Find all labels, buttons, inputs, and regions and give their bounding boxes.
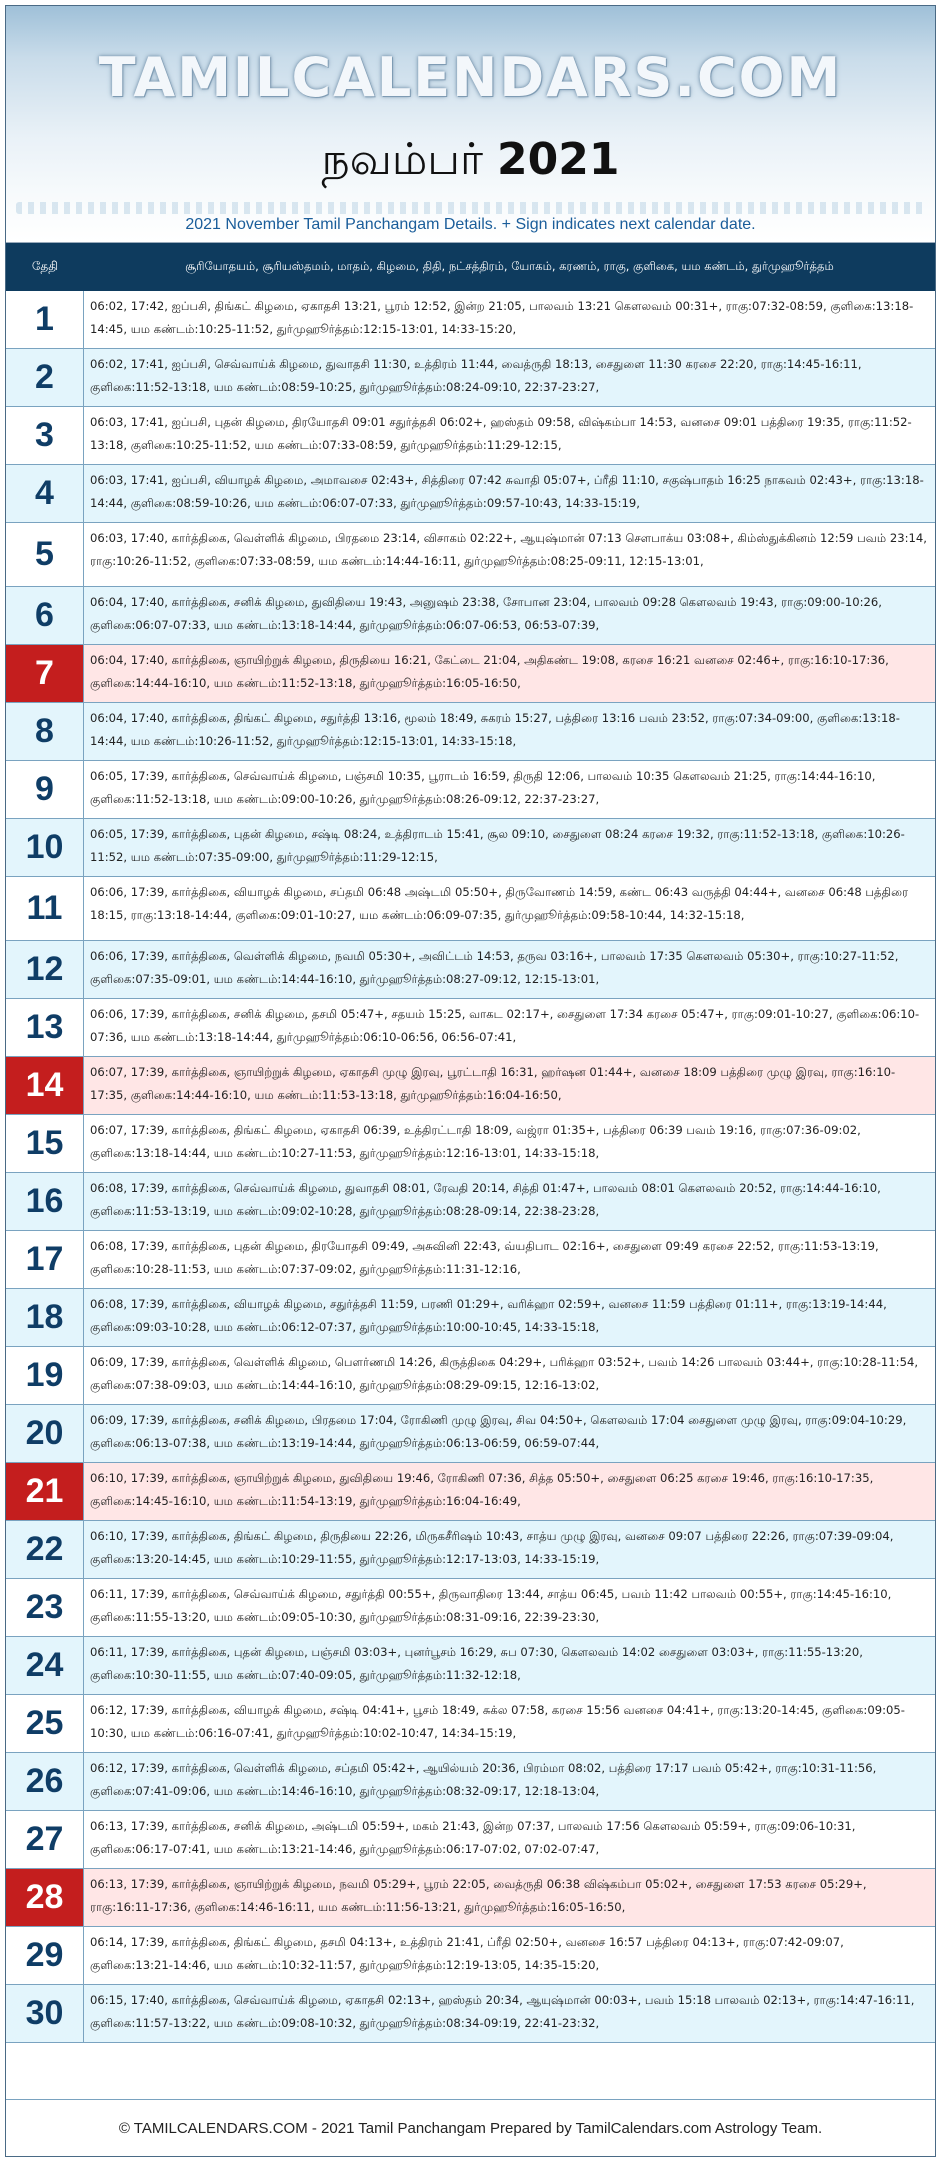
month-year-title [6, 134, 935, 191]
day-row [6, 1173, 935, 1231]
decorative-pattern [16, 202, 925, 214]
day-number: 8 [6, 703, 84, 760]
day-row [6, 819, 935, 877]
day-number: 28 [6, 1869, 84, 1926]
panchangam-details: 06:04, 17:40, கார்த்திகை, திங்கட் கிழமை, சதுர்த்தி 13:16, மூலம் 18:49, சுகரம் 15:27, பத்திரை 13:16 பவம் 23:52, ராகு:07:34-09:00, குளிகை:13:18-14:44, யம கண்டம்:10:26-11:52, துர்முஹூர்த்தம்:12:15-13:01, 14:33-15:18, [84, 703, 935, 760]
day-number: 18 [6, 1289, 84, 1346]
day-number: 19 [6, 1347, 84, 1404]
footer-copyright: © TAMILCALENDARS.COM - 2021 Tamil Panchangam Prepared by TamilCalendars.com Astrology Team. [6, 2099, 935, 2156]
day-row [6, 291, 935, 349]
day-row [6, 1521, 935, 1579]
year-label: 2021 [497, 134, 620, 185]
panchangam-details: 06:09, 17:39, கார்த்திகை, சனிக் கிழமை, பிரதமை 17:04, ரோகிணி முழு இரவு, சிவ 04:50+, கௌலவம் 17:04 சைதுளை முழு இரவு, ராகு:09:04-10:29, குளிகை:06:13-07:38, யம கண்டம்:13:19-14:44, துர்முஹூர்த்தம்:06:13-06:59, 06:59-07:44, [84, 1405, 935, 1462]
panchangam-details: 06:05, 17:39, கார்த்திகை, புதன் கிழமை, சஷ்டி 08:24, உத்திராடம் 15:41, சூல 09:10, சைதுளை 08:24 கரசை 19:32, ராகு:11:52-13:18, குளிகை:10:26-11:52, யம கண்டம்:07:35-09:00, துர்முஹூர்த்தம்:11:29-12:15, [84, 819, 935, 876]
header-banner [6, 6, 935, 243]
day-number: 16 [6, 1173, 84, 1230]
month-name: நவம்பர் [321, 134, 483, 185]
day-row [6, 1579, 935, 1637]
day-number: 26 [6, 1753, 84, 1810]
day-number: 1 [6, 291, 84, 348]
site-logo-title[interactable]: TAMILCALENDARS.COM [98, 46, 843, 109]
day-row [6, 1057, 935, 1115]
day-row [6, 1927, 935, 1985]
day-number: 10 [6, 819, 84, 876]
day-row [6, 1463, 935, 1521]
day-number: 11 [6, 877, 84, 940]
day-row [6, 349, 935, 407]
panchangam-details: 06:03, 17:40, கார்த்திகை, வெள்ளிக் கிழமை, பிரதமை 23:14, விசாகம் 02:22+, ஆயுஷ்மான் 07:13 சௌபாக்ய 03:08+, கிம்ஸ்துக்கினம் 12:59 பவம் 23:14, ராகு:10:26-11:52, குளிகை:07:33-08:59, யம கண்டம்:14:44-16:11, துர்முஹூர்த்தம்:08:25-09:11, 12:15-13:01, [84, 523, 935, 586]
day-number: 29 [6, 1927, 84, 1984]
day-row [6, 523, 935, 587]
day-row [6, 703, 935, 761]
header-date: தேதி [31, 259, 59, 273]
day-number: 2 [6, 349, 84, 406]
panchangam-details: 06:06, 17:39, கார்த்திகை, வியாழக் கிழமை, சப்தமி 06:48 அஷ்டமி 05:50+, திருவோணம் 14:59, கண்ட 06:43 வருத்தி 04:44+, வனசை 06:48 பத்திரை 18:15, ராகு:13:18-14:44, குளிகை:09:01-10:27, யம கண்டம்:06:09-07:35, துர்முஹூர்த்தம்:09:58-10:44, 14:32-15:18, [84, 877, 935, 940]
day-number: 14 [6, 1057, 84, 1114]
day-row [6, 1115, 935, 1173]
panchangam-details: 06:04, 17:40, கார்த்திகை, ஞாயிற்றுக் கிழமை, திருதியை 16:21, கேட்டை 21:04, அதிகண்ட 19:08, கரசை 16:21 வனசை 02:46+, ராகு:16:10-17:36, குளிகை:14:44-16:10, யம கண்டம்:11:52-13:18, துர்முஹூர்த்தம்:16:05-16:50, [84, 645, 935, 702]
day-number: 12 [6, 941, 84, 998]
day-row [6, 999, 935, 1057]
panchangam-details: 06:03, 17:41, ஐப்பசி, வியாழக் கிழமை, அமாவசை 02:43+, சித்திரை 07:42 சுவாதி 05:07+, ப்ரீதி 11:10, சகுஷ்பாதம் 16:25 நாகவம் 02:43+, ராகு:13:18-14:44, குளிகை:08:59-10:26, யம கண்டம்:06:07-07:33, துர்முஹூர்த்தம்:09:57-10:43, 14:33-15:19, [84, 465, 935, 522]
day-row [6, 1811, 935, 1869]
day-row [6, 941, 935, 999]
day-number: 15 [6, 1115, 84, 1172]
panchangam-details: 06:12, 17:39, கார்த்திகை, வியாழக் கிழமை, சஷ்டி 04:41+, பூசம் 18:49, சுக்ல 07:58, கரசை 15:56 வனசை 04:41+, ராகு:13:20-14:45, குளிகை:09:05-10:30, யம கண்டம்:06:16-07:41, துர்முஹூர்த்தம்:10:02-10:47, 14:34-15:19, [84, 1695, 935, 1752]
day-row [6, 1289, 935, 1347]
panchangam-details: 06:05, 17:39, கார்த்திகை, செவ்வாய்க் கிழமை, பஞ்சமி 10:35, பூராடம் 16:59, திருதி 12:06, பாலவம் 10:35 கௌலவம் 21:25, ராகு:14:44-16:10, குளிகை:11:52-13:18, யம கண்டம்:09:00-10:26, துர்முஹூர்த்தம்:08:26-09:12, 22:37-23:27, [84, 761, 935, 818]
day-number: 5 [6, 523, 84, 586]
day-row [6, 761, 935, 819]
day-row [6, 587, 935, 645]
panchangam-details: 06:03, 17:41, ஐப்பசி, புதன் கிழமை, திரயோதசி 09:01 சதுர்த்தசி 06:02+, ஹஸ்தம் 09:58, விஷ்கம்பா 14:53, வனசை 09:01 பத்திரை 19:35, ராகு:11:52-13:18, குளிகை:10:25-11:52, யம கண்டம்:07:33-08:59, துர்முஹூர்த்தம்:11:29-12:15, [84, 407, 935, 464]
day-number: 23 [6, 1579, 84, 1636]
day-row [6, 1869, 935, 1927]
day-row [6, 1231, 935, 1289]
panchangam-details: 06:15, 17:40, கார்த்திகை, செவ்வாய்க் கிழமை, ஏகாதசி 02:13+, ஹஸ்தம் 20:34, ஆயுஷ்மான் 00:03+, பவம் 15:18 பாலவம் 02:13+, ராகு:14:47-16:11, குளிகை:11:57-13:22, யம கண்டம்:09:08-10:32, துர்முஹூர்த்தம்:08:34-09:19, 22:41-23:32, [84, 1985, 935, 2042]
panchangam-details: 06:14, 17:39, கார்த்திகை, திங்கட் கிழமை, தசமி 04:13+, உத்திரம் 21:41, ப்ரீதி 02:50+, வனசை 16:57 பத்திரை 04:13+, ராகு:07:42-09:07, குளிகை:13:21-14:46, யம கண்டம்:10:32-11:57, துர்முஹூர்த்தம்:12:19-13:05, 14:35-15:20, [84, 1927, 935, 1984]
day-row [6, 407, 935, 465]
panchangam-details: 06:06, 17:39, கார்த்திகை, வெள்ளிக் கிழமை, நவமி 05:30+, அவிட்டம் 14:53, தருவ 03:16+, பாலவம் 17:35 கௌலவம் 05:30+, ராகு:10:27-11:52, குளிகை:07:35-09:01, யம கண்டம்:14:44-16:10, துர்முஹூர்த்தம்:08:27-09:12, 12:15-13:01, [84, 941, 935, 998]
day-number: 25 [6, 1695, 84, 1752]
panchangam-details: 06:10, 17:39, கார்த்திகை, ஞாயிற்றுக் கிழமை, துவிதியை 19:46, ரோகிணி 07:36, சித்த 05:50+, சைதுளை 06:25 கரசை 19:46, ராகு:16:10-17:35, குளிகை:14:45-16:10, யம கண்டம்:11:54-13:19, துர்முஹூர்த்தம்:16:04-16:49, [84, 1463, 935, 1520]
panchangam-details: 06:13, 17:39, கார்த்திகை, சனிக் கிழமை, அஷ்டமி 05:59+, மகம் 21:43, இன்ற 07:37, பாலவம் 17:56 கௌலவம் 05:59+, ராகு:09:06-10:31, குளிகை:06:17-07:41, யம கண்டம்:13:21-14:46, துர்முஹூர்த்தம்:06:17-07:02, 07:02-07:47, [84, 1811, 935, 1868]
header-details: சூரியோதயம், சூரியஸ்தமம், மாதம், கிழமை, திதி, நட்சத்திரம், யோகம், கரணம், ராகு, குளிகை, யம கண்டம், துர்முஹூர்த்தம் [185, 259, 834, 273]
panchangam-details: 06:04, 17:40, கார்த்திகை, சனிக் கிழமை, துவிதியை 19:43, அனுஷம் 23:38, சோபான 23:04, பாலவம் 09:28 கௌலவம் 19:43, ராகு:09:00-10:26, குளிகை:06:07-07:33, யம கண்டம்:13:18-14:44, துர்முஹூர்த்தம்:06:07-06:53, 06:53-07:39, [84, 587, 935, 644]
panchangam-details: 06:09, 17:39, கார்த்திகை, வெள்ளிக் கிழமை, பௌர்ணமி 14:26, கிருத்திகை 04:29+, பரிக்ஹா 03:52+, பவம் 14:26 பாலவம் 03:44+, ராகு:10:28-11:54, குளிகை:07:38-09:03, யம கண்டம்:14:44-16:10, துர்முஹூர்த்தம்:08:29-09:15, 12:16-13:02, [84, 1347, 935, 1404]
panchangam-details: 06:07, 17:39, கார்த்திகை, ஞாயிற்றுக் கிழமை, ஏகாதசி முழு இரவு, பூரட்டாதி 16:31, ஹர்ஷன 01:44+, வனசை 18:09 பத்திரை முழு இரவு, ராகு:16:10-17:35, குளிகை:14:44-16:10, யம கண்டம்:11:53-13:18, துர்முஹூர்த்தம்:16:04-16:50, [84, 1057, 935, 1114]
day-row [6, 645, 935, 703]
day-row [6, 465, 935, 523]
page-frame [5, 5, 936, 2157]
day-number: 20 [6, 1405, 84, 1462]
panchangam-details: 06:08, 17:39, கார்த்திகை, செவ்வாய்க் கிழமை, துவாதசி 08:01, ரேவதி 20:14, சித்தி 01:47+, பாலவம் 08:01 கௌலவம் 20:52, ராகு:14:44-16:10, குளிகை:11:53-13:19, யம கண்டம்:09:02-10:28, துர்முஹூர்த்தம்:08:28-09:14, 22:38-23:28, [84, 1173, 935, 1230]
day-row [6, 1985, 935, 2043]
day-number: 3 [6, 407, 84, 464]
page-subtitle: 2021 November Tamil Panchangam Details. + Sign indicates next calendar date. [185, 216, 756, 233]
panchangam-details: 06:10, 17:39, கார்த்திகை, திங்கட் கிழமை, திருதியை 22:26, மிருகசீரிஷம் 10:43, சாத்ய முழு இரவு, வனசை 09:07 பத்திரை 22:26, ராகு:07:39-09:04, குளிகை:13:20-14:45, யம கண்டம்:10:29-11:55, துர்முஹூர்த்தம்:12:17-13:03, 14:33-15:19, [84, 1521, 935, 1578]
table-header [6, 243, 935, 291]
panchangam-details: 06:12, 17:39, கார்த்திகை, வெள்ளிக் கிழமை, சப்தமி 05:42+, ஆயில்யம் 20:36, பிரம்மா 08:02, பத்திரை 17:17 பவம் 05:42+, ராகு:10:31-11:56, குளிகை:07:41-09:06, யம கண்டம்:14:46-16:10, துர்முஹூர்த்தம்:08:32-09:17, 12:18-13:04, [84, 1753, 935, 1810]
panchangam-details: 06:07, 17:39, கார்த்திகை, திங்கட் கிழமை, ஏகாதசி 06:39, உத்திரட்டாதி 18:09, வஜ்ரா 01:35+, பத்திரை 06:39 பவம் 19:16, ராகு:07:36-09:02, குளிகை:13:18-14:44, யம கண்டம்:10:27-11:53, துர்முஹூர்த்தம்:12:16-13:01, 14:33-15:18, [84, 1115, 935, 1172]
panchangam-details: 06:08, 17:39, கார்த்திகை, வியாழக் கிழமை, சதுர்த்தசி 11:59, பரணி 01:29+, வரிக்ஹா 02:59+, வனசை 11:59 பத்திரை 01:11+, ராகு:13:19-14:44, குளிகை:09:03-10:28, யம கண்டம்:06:12-07:37, துர்முஹூர்த்தம்:10:00-10:45, 14:33-15:18, [84, 1289, 935, 1346]
day-row [6, 877, 935, 941]
day-number: 4 [6, 465, 84, 522]
day-number: 30 [6, 1985, 84, 2042]
day-number: 21 [6, 1463, 84, 1520]
calendar-table [6, 291, 935, 2043]
day-row [6, 1695, 935, 1753]
panchangam-details: 06:13, 17:39, கார்த்திகை, ஞாயிற்றுக் கிழமை, நவமி 05:29+, பூரம் 22:05, வைத்ருதி 06:38 விஷ்கம்பா 05:02+, சைதுளை 17:53 கரசை 05:29+, ராகு:16:11-17:36, குளிகை:14:46-16:11, யம கண்டம்:11:56-13:21, துர்முஹூர்த்தம்:16:05-16:50, [84, 1869, 935, 1926]
panchangam-details: 06:02, 17:42, ஐப்பசி, திங்கட் கிழமை, ஏகாதசி 13:21, பூரம் 12:52, இன்ற 21:05, பாலவம் 13:21 கௌலவம் 00:31+, ராகு:07:32-08:59, குளிகை:13:18-14:45, யம கண்டம்:10:25-11:52, துர்முஹூர்த்தம்:12:15-13:01, 14:33-15:20, [84, 291, 935, 348]
day-number: 13 [6, 999, 84, 1056]
day-row [6, 1637, 935, 1695]
day-number: 24 [6, 1637, 84, 1694]
day-number: 27 [6, 1811, 84, 1868]
panchangam-details: 06:11, 17:39, கார்த்திகை, புதன் கிழமை, பஞ்சமி 03:03+, புனர்பூசம் 16:29, சுப 07:30, கௌலவம் 14:02 சைதுளை 03:03+, ராகு:11:55-13:20, குளிகை:10:30-11:55, யம கண்டம்:07:40-09:05, துர்முஹூர்த்தம்:11:32-12:18, [84, 1637, 935, 1694]
day-row [6, 1753, 935, 1811]
day-number: 6 [6, 587, 84, 644]
panchangam-details: 06:02, 17:41, ஐப்பசி, செவ்வாய்க் கிழமை, துவாதசி 11:30, உத்திரம் 11:44, வைத்ருதி 18:13, சைதுளை 11:30 கரசை 22:20, ராகு:14:45-16:11, குளிகை:11:52-13:18, யம கண்டம்:08:59-10:25, துர்முஹூர்த்தம்:08:24-09:10, 22:37-23:27, [84, 349, 935, 406]
panchangam-details: 06:11, 17:39, கார்த்திகை, செவ்வாய்க் கிழமை, சதுர்த்தி 00:55+, திருவாதிரை 13:44, சாத்ய 06:45, பவம் 11:42 பாலவம் 00:55+, ராகு:14:45-16:10, குளிகை:11:55-13:20, யம கண்டம்:09:05-10:30, துர்முஹூர்த்தம்:08:31-09:16, 22:39-23:30, [84, 1579, 935, 1636]
day-row [6, 1347, 935, 1405]
day-number: 22 [6, 1521, 84, 1578]
panchangam-details: 06:08, 17:39, கார்த்திகை, புதன் கிழமை, திரயோதசி 09:49, அசுவினி 22:43, வ்யதிபாட 02:16+, சைதுளை 09:49 கரசை 22:52, ராகு:11:53-13:19, குளிகை:10:28-11:53, யம கண்டம்:07:37-09:02, துர்முஹூர்த்தம்:11:31-12:16, [84, 1231, 935, 1288]
day-number: 7 [6, 645, 84, 702]
day-number: 17 [6, 1231, 84, 1288]
panchangam-details: 06:06, 17:39, கார்த்திகை, சனிக் கிழமை, தசமி 05:47+, சதயம் 15:25, வாகட 02:17+, சைதுளை 17:34 கரசை 05:47+, ராகு:09:01-10:27, குளிகை:06:10-07:36, யம கண்டம்:13:18-14:44, துர்முஹூர்த்தம்:06:10-06:56, 06:56-07:41, [84, 999, 935, 1056]
day-number: 9 [6, 761, 84, 818]
day-row [6, 1405, 935, 1463]
